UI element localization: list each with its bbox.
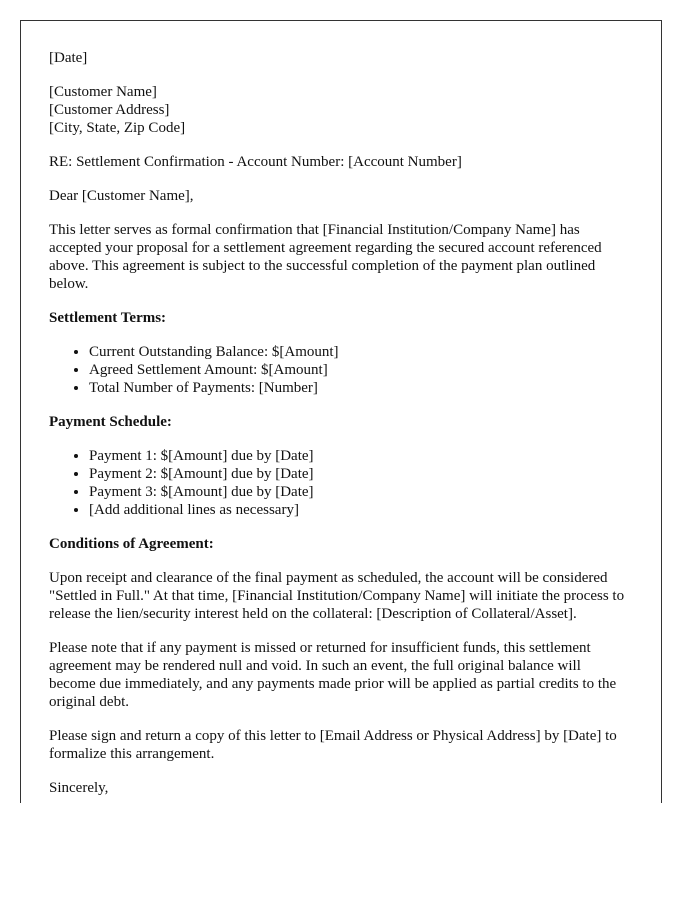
conditions-paragraph: Upon receipt and clearance of the final payment as scheduled, the account will be considered "Settled in Full." At that time, [Financial Institution/Company Name] will initiate the process to release the lien/security interest held on the collateral: [Description of Collateral/Asset]. — [49, 570, 625, 622]
payment-schedule-list — [49, 447, 631, 519]
list-item: • Payment 2: $[Amount] due by [Date] — [89, 465, 631, 483]
intro-paragraph: This letter serves as formal confirmation that [Financial Institution/Company Name] has accepted your proposal for a settlement agreement regarding the secured account referenced above. This agreement is subject to the successful completion of the payment plan outlined below. — [49, 222, 602, 292]
city-state-zip: [City, State, Zip Code] — [49, 120, 186, 136]
settlement-terms-list — [49, 343, 631, 397]
letter-page — [20, 20, 662, 803]
list-item: • Current Outstanding Balance: $[Amount] — [89, 343, 631, 361]
salutation: Dear [Customer Name], — [49, 188, 194, 204]
re-line: RE: Settlement Confirmation - Account Number: [Account Number] — [49, 154, 462, 170]
conditions-heading: Conditions of Agreement: — [49, 536, 214, 552]
closing: Sincerely, — [49, 780, 109, 796]
settlement-terms-heading: Settlement Terms: — [49, 310, 167, 326]
return-request-paragraph: Please sign and return a copy of this letter to [Email Address or Physical Address] by [Date] to formalize this arrangement. — [49, 728, 617, 762]
payment-schedule-heading: Payment Schedule: — [49, 414, 172, 430]
customer-address: [Customer Address] — [49, 102, 170, 118]
default-warning-paragraph: Please note that if any payment is missed or returned for insufficient funds, this settlement agreement may be rendered null and void. In such an event, the full original balance will become due immediately, and any payments made prior will be applied as partial credits to the original debt. — [49, 640, 617, 710]
recipient-address — [49, 83, 631, 137]
list-item: • Payment 1: $[Amount] due by [Date] — [89, 447, 631, 465]
customer-name: [Customer Name] — [49, 84, 157, 100]
list-item: • [Add additional lines as necessary] — [89, 501, 631, 519]
list-item: • Payment 3: $[Amount] due by [Date] — [89, 483, 631, 501]
letter-date: [Date] — [49, 50, 88, 66]
list-item: • Total Number of Payments: [Number] — [89, 379, 631, 397]
list-item: • Agreed Settlement Amount: $[Amount] — [89, 361, 631, 379]
